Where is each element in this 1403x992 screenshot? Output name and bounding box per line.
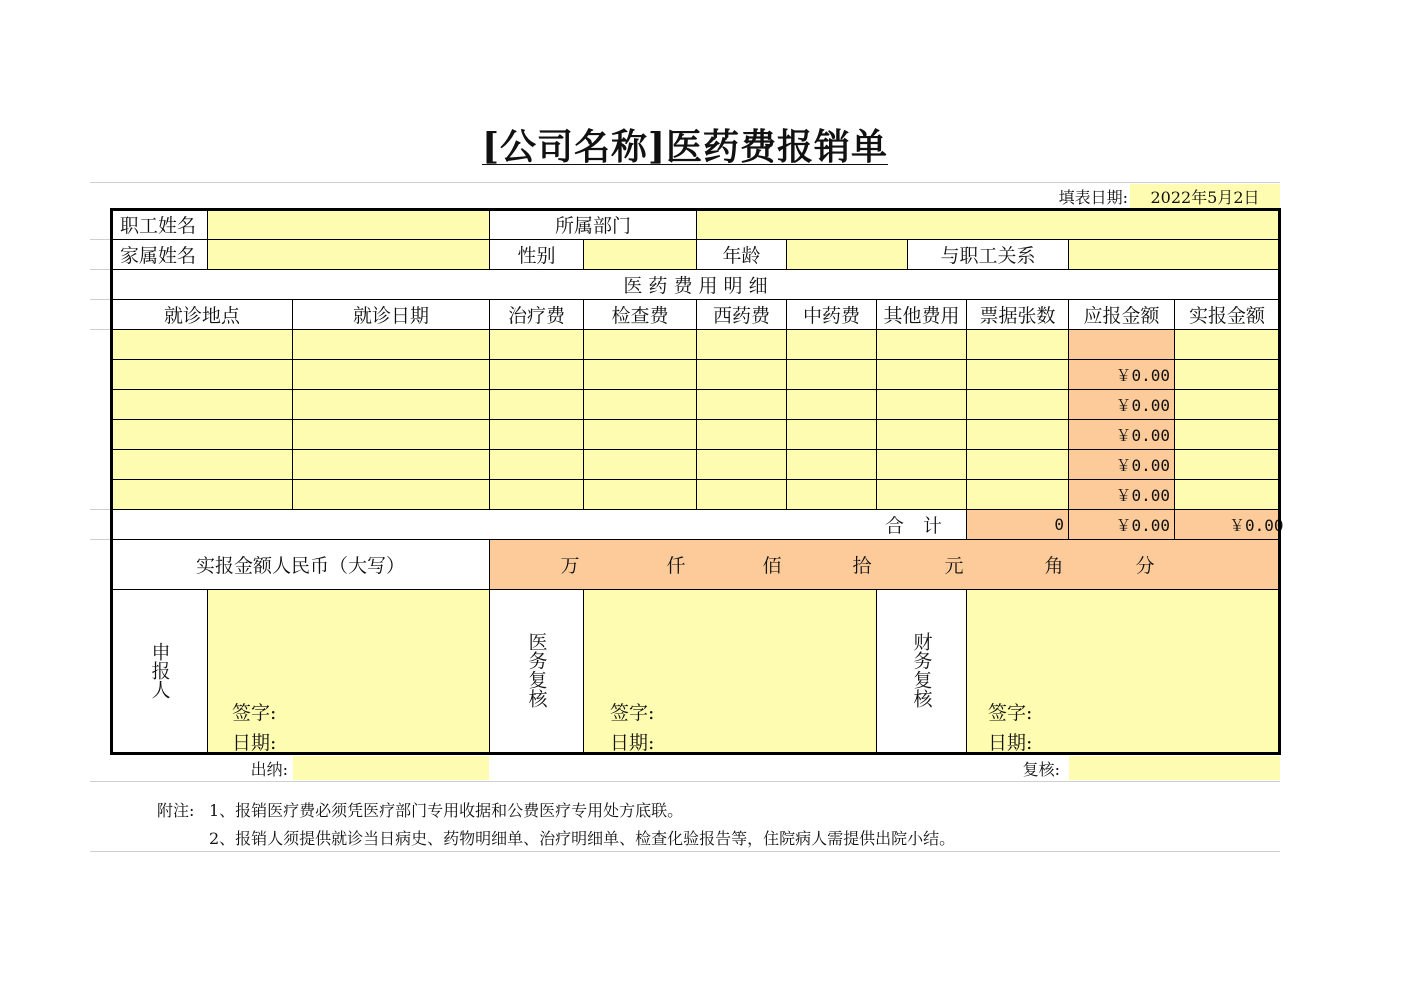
divider bbox=[90, 329, 110, 330]
payable-amount-cell: ￥0.00 bbox=[1069, 450, 1174, 479]
family-name-label: 家属姓名 bbox=[120, 245, 197, 267]
gender-label: 性别 bbox=[517, 245, 556, 267]
column-header-western-medicine: 西药费 bbox=[712, 305, 770, 327]
divider bbox=[90, 269, 110, 270]
medical-review-label: 医务复核 bbox=[525, 632, 548, 708]
applicant-date-label: 日期: bbox=[232, 731, 277, 754]
applicant-sign-label: 签字: bbox=[232, 701, 277, 724]
payable-amount-cell: ￥0.00 bbox=[1069, 360, 1174, 389]
divider bbox=[90, 781, 1280, 782]
column-header-treatment-fee: 治疗费 bbox=[507, 305, 565, 327]
detail-section-title: 医 药 费 用 明 细 bbox=[623, 275, 768, 297]
notes-prefix: 附注: bbox=[157, 801, 195, 820]
relation-label: 与职工关系 bbox=[940, 245, 1036, 267]
fill-date-label: 填表日期: bbox=[1058, 187, 1128, 207]
column-header-actual-amount: 实报金额 bbox=[1188, 305, 1265, 327]
reviewer-label: 复核: bbox=[1022, 759, 1060, 779]
unit-fen: 分 bbox=[1135, 555, 1155, 577]
payable-amount-cell: ￥0.00 bbox=[1069, 480, 1174, 509]
department-label: 所属部门 bbox=[554, 215, 631, 237]
divider bbox=[90, 182, 1280, 183]
amount-words-label: 实报金额人民币（大写） bbox=[195, 555, 405, 577]
cashier-field[interactable] bbox=[293, 756, 489, 780]
total-actual-amount: ￥0.00 bbox=[1175, 510, 1279, 539]
column-header-chinese-medicine: 中药费 bbox=[802, 305, 860, 327]
note-line-2: 2、报销人须提供就诊当日病史、药物明细单、治疗明细单、检查化验报告等，住院病人需提供出院小结。 bbox=[209, 829, 956, 848]
total-label: 合 计 bbox=[884, 515, 942, 537]
form-outer-border bbox=[110, 208, 1281, 755]
unit-yuan: 元 bbox=[944, 555, 964, 577]
cashier-label: 出纳: bbox=[250, 759, 288, 779]
unit-wan: 万 bbox=[560, 555, 580, 577]
divider bbox=[90, 299, 110, 300]
column-header-payable-amount: 应报金额 bbox=[1083, 305, 1160, 327]
medical-date-label: 日期: bbox=[610, 731, 655, 754]
divider bbox=[90, 539, 110, 540]
reviewer-field[interactable] bbox=[1069, 756, 1280, 780]
divider bbox=[90, 851, 1280, 852]
column-header-other-fees: 其他费用 bbox=[883, 305, 960, 327]
payable-amount-cell: ￥0.00 bbox=[1069, 420, 1174, 449]
page-title: [公司名称]医药费报销单 bbox=[481, 126, 889, 168]
employee-name-label: 职工姓名 bbox=[120, 215, 197, 237]
unit-qian: 仟 bbox=[666, 555, 686, 577]
column-header-ticket-count: 票据张数 bbox=[979, 305, 1056, 327]
note-line-1: 1、报销医疗费必须凭医疗部门专用收据和公费医疗专用处方底联。 bbox=[209, 801, 684, 820]
finance-sign-label: 签字: bbox=[988, 701, 1033, 724]
column-header-exam-fee: 检查费 bbox=[611, 305, 669, 327]
unit-bai: 佰 bbox=[762, 555, 782, 577]
unit-shi: 拾 bbox=[852, 555, 872, 577]
divider bbox=[90, 509, 110, 510]
total-ticket-count: 0 bbox=[967, 510, 1068, 539]
finance-review-label: 财务复核 bbox=[910, 632, 933, 708]
finance-date-label: 日期: bbox=[988, 731, 1033, 754]
column-header-visit-date: 就诊日期 bbox=[352, 305, 429, 327]
applicant-label: 申报人 bbox=[148, 641, 171, 699]
medical-sign-label: 签字: bbox=[610, 701, 655, 724]
total-payable-amount: ￥0.00 bbox=[1069, 510, 1174, 539]
column-header-visit-place: 就诊地点 bbox=[163, 305, 240, 327]
fill-date-field[interactable]: 2022年5月2日 bbox=[1130, 184, 1280, 208]
payable-amount-cell: ￥0.00 bbox=[1069, 390, 1174, 419]
unit-jiao: 角 bbox=[1044, 555, 1064, 577]
age-label: 年龄 bbox=[722, 245, 761, 267]
divider bbox=[90, 239, 110, 240]
